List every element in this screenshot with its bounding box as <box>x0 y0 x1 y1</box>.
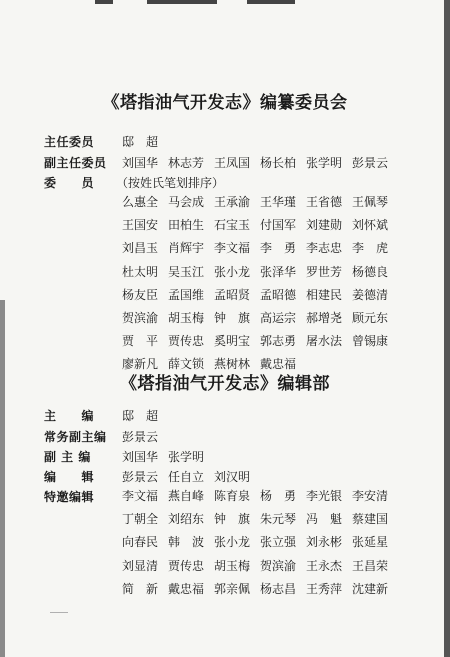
person-name: 张学明 <box>168 450 205 464</box>
person-name: 彭景云 <box>352 156 389 170</box>
member-row <box>122 261 398 284</box>
special-editor-names-row <box>122 508 398 531</box>
person-name: 燕树林 <box>214 357 251 372</box>
special-editor-names-row <box>122 531 398 554</box>
person-name: 郭亲佩 <box>214 581 251 596</box>
person-name: 刘显清 <box>122 558 159 573</box>
person-name: 李志忠 <box>306 241 343 256</box>
member-grid <box>122 191 398 377</box>
person-name: 贺滨渝 <box>260 558 297 573</box>
chair-role: 主任委员 <box>44 135 95 149</box>
chair-names <box>122 132 168 152</box>
person-name: 李文福 <box>214 241 251 256</box>
special-editor-names-row <box>122 485 398 508</box>
special-editor-names-row <box>122 578 398 601</box>
person-name: 胡玉梅 <box>168 310 205 325</box>
person-name: 陈育泉 <box>214 489 251 503</box>
person-name: 李安清 <box>352 489 389 503</box>
person-name: 燕自峰 <box>168 489 205 503</box>
person-name: 刘国华 <box>122 156 159 170</box>
scan-artifact <box>50 612 68 613</box>
person-name: 郭志勇 <box>260 334 297 349</box>
person-name: 刘永彬 <box>306 535 343 550</box>
person-name: 么惠全 <box>122 195 159 209</box>
person-name: 林志芳 <box>168 156 205 170</box>
person-name: 吴玉江 <box>168 264 205 279</box>
member-note: （按姓氏笔划排序） <box>116 176 225 190</box>
person-name: 简 新 <box>122 581 159 596</box>
member-row <box>122 191 398 214</box>
editorial-title: 《塔指油气开发志》编辑部 <box>120 374 330 394</box>
person-name: 贺滨渝 <box>122 310 159 325</box>
person-name: 杨长柏 <box>260 156 297 170</box>
person-name: 孟昭贤 <box>214 287 251 302</box>
special-editor-role: 特邀编辑 <box>44 490 95 504</box>
person-name: 付国军 <box>260 218 297 233</box>
person-name: 顾元东 <box>352 310 389 325</box>
member-row <box>122 237 398 260</box>
member-row <box>122 214 398 237</box>
person-name: 屠水法 <box>306 334 343 349</box>
person-name: 石宝玉 <box>214 218 251 233</box>
person-name: 王凤国 <box>214 156 251 170</box>
person-name: 郝增尧 <box>306 310 343 325</box>
member-row <box>122 284 398 307</box>
person-name: 张立强 <box>260 535 297 550</box>
person-name: 肖辉宇 <box>168 241 205 256</box>
vice-chair-role: 副主任委员 <box>44 156 107 170</box>
special-editor-names-row <box>122 555 398 578</box>
person-name: 相建民 <box>306 287 343 302</box>
person-name: 张延星 <box>352 535 389 550</box>
person-name: 王承渝 <box>214 195 251 209</box>
person-name: 杨志昌 <box>260 581 297 596</box>
person-name: 刘国华 <box>122 450 159 464</box>
person-name: 贾传忠 <box>168 558 205 573</box>
person-name: 王华瑾 <box>260 195 297 209</box>
person-name: 刘怀斌 <box>352 218 389 233</box>
member-row <box>122 307 398 330</box>
person-name: 冯 魁 <box>306 512 343 527</box>
person-name: 罗世芳 <box>306 264 343 279</box>
person-name: 王省德 <box>306 195 343 209</box>
person-name: 李 勇 <box>260 241 297 256</box>
person-name: 彭景云 <box>122 470 159 484</box>
person-name: 戴忠福 <box>260 357 297 372</box>
person-name: 戴忠福 <box>168 581 205 596</box>
person-name: 薛文锁 <box>168 357 205 372</box>
vice-editor-role: 副 主 编 <box>44 450 91 464</box>
person-name: 张学明 <box>306 156 343 170</box>
person-name: 张小龙 <box>214 535 251 550</box>
person-name: 王永杰 <box>306 558 343 573</box>
person-name: 邸 超 <box>122 409 159 423</box>
person-name: 胡玉梅 <box>214 558 251 573</box>
chief-editor-role: 主 编 <box>44 409 95 423</box>
person-name: 田柏生 <box>168 218 205 233</box>
special-editor-grid <box>122 485 398 601</box>
editor-names <box>122 467 260 487</box>
person-name: 王佩琴 <box>352 195 389 209</box>
vice-editor-names <box>122 447 214 467</box>
person-name: 王昌荣 <box>352 558 389 573</box>
executive-editor-names <box>122 427 168 447</box>
vice-chair-names <box>122 153 398 173</box>
person-name: 奚明宝 <box>214 334 251 349</box>
person-name: 张小龙 <box>214 264 251 279</box>
person-name: 彭景云 <box>122 430 159 444</box>
person-name: 杨德良 <box>352 264 389 279</box>
person-name: 姜德清 <box>352 287 389 302</box>
member-role: 委 员 <box>44 176 95 190</box>
person-name: 沈建新 <box>352 581 389 596</box>
person-name: 李 虎 <box>352 241 389 256</box>
person-name: 邸 超 <box>122 135 159 149</box>
person-name: 高运宗 <box>260 310 297 325</box>
person-name: 刘建勋 <box>306 218 343 233</box>
person-name: 向春民 <box>122 535 159 550</box>
person-name: 任自立 <box>168 470 205 484</box>
person-name: 贾 平 <box>122 334 159 349</box>
person-name: 王秀萍 <box>306 581 343 596</box>
person-name: 廖新凡 <box>122 357 159 372</box>
person-name: 张泽华 <box>260 264 297 279</box>
person-name: 王国安 <box>122 218 159 233</box>
editor-role: 编 辑 <box>44 470 95 484</box>
person-name: 刘绍东 <box>168 512 205 527</box>
person-name: 韩 波 <box>168 535 205 550</box>
chief-editor-names <box>122 406 168 426</box>
executive-editor-role: 常务副主编 <box>44 430 107 444</box>
person-name: 钟 旗 <box>214 512 251 527</box>
member-row <box>122 330 398 353</box>
person-name: 丁朝全 <box>122 512 159 527</box>
person-name: 马会成 <box>168 195 205 209</box>
person-name: 孟昭德 <box>260 287 297 302</box>
person-name: 孟国维 <box>168 287 205 302</box>
person-name: 曾锡康 <box>352 334 389 349</box>
scan-left-edge <box>0 300 5 657</box>
person-name: 杨友臣 <box>122 287 159 302</box>
person-name: 杜太明 <box>122 264 159 279</box>
person-name: 李光银 <box>306 489 343 503</box>
person-name: 贾传忠 <box>168 334 205 349</box>
person-name: 杨 勇 <box>260 489 297 503</box>
person-name: 刘汉明 <box>214 470 251 484</box>
committee-title: 《塔指油气开发志》编纂委员会 <box>102 93 348 113</box>
scan-top-marks <box>95 0 345 5</box>
person-name: 朱元琴 <box>260 512 297 527</box>
person-name: 蔡建国 <box>352 512 389 527</box>
person-name: 钟 旗 <box>214 310 251 325</box>
person-name: 刘昌玉 <box>122 241 159 256</box>
person-name: 李文福 <box>122 489 159 503</box>
